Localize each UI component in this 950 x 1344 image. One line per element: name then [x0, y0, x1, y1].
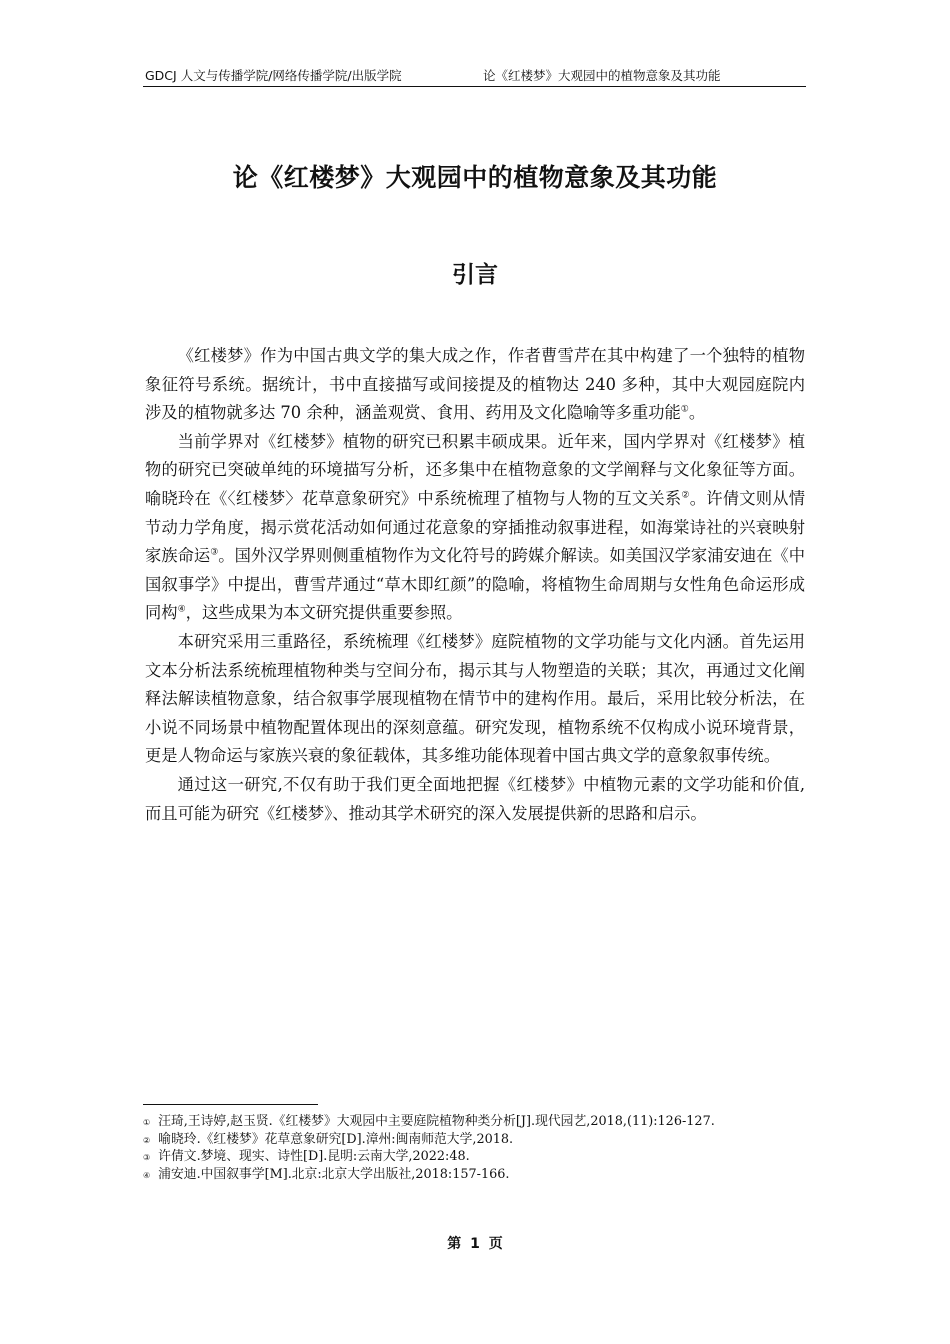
section-heading-introduction: 引言 [452, 262, 498, 288]
footnote-1 [143, 1113, 808, 1131]
paragraph-1: 《红楼梦》作为中国古典文学的集大成之作，作者曹雪芹在其中构建了一个独特的植物象征符号系统。据统计，书中直接描写或间接提及的植物达 240 多种，其中大观园庭院内涉及的植物就多达 70 余种，涵盖观赏、食用、药用及文化隐喻等多重功能①。 [145, 346, 805, 423]
footnote-text: 许倩文.梦境、现实、诗性[D].昆明:云南大学,2022:48. [158, 1149, 470, 1165]
footnote-ref-4[interactable]: ④ [177, 604, 186, 615]
paragraph-2: 当前学界对《红楼梦》植物的研究已积累丰硕成果。近年来，国内学界对《红楼梦》植物的研究已突破单纯的环境描写分析，还多集中在植物意象的文学阐释与文化象征等方面。喻晓玲在《〈红楼梦〉花草意象研究》中系统梳理了植物与人物的互文关系②。许倩文则从情节动力学角度，揭示赏花活动如何通过花意象的穿插推动叙事进程，如海棠诗社的兴衰映射家族命运③。国外汉学界则侧重植物作为文化符号的跨媒介解读。如美国汉学家浦安迪在《中国叙事学》中提出，曹雪芹通过“草木即红颜”的隐喻，将植物生命周期与女性角色命运形成同构④，这些成果为本文研究提供重要参照。 [145, 431, 805, 623]
page-number: 第 1 页 [447, 1236, 503, 1252]
footnote-2 [143, 1131, 808, 1149]
footnote-4 [143, 1166, 808, 1184]
footnote-text: 汪琦,王诗婷,赵玉贤.《红楼梦》大观园中主要庭院植物种类分析[J].现代园艺,2018,(11):126-127. [158, 1114, 715, 1129]
body-text [145, 342, 805, 828]
page-title: 论《红楼梦》大观园中的植物意象及其功能 [232, 163, 718, 192]
footnote-mark: ③ [143, 1153, 151, 1163]
footnote-text: 浦安迪.中国叙事学[M].北京:北京大学出版社,2018:157-166. [158, 1166, 510, 1182]
header-institution: GDCJ 人文与传播学院/网络传播学院/出版学院 [145, 68, 402, 83]
footnote-3 [143, 1148, 808, 1166]
footnote-ref-1[interactable]: ① [680, 404, 689, 415]
footnote-separator [143, 1104, 318, 1105]
footnote-ref-2[interactable]: ② [681, 490, 690, 501]
paragraph-4: 通过这一研究,不仅有助于我们更全面地把握《红楼梦》中植物元素的文学功能和价值,而且可能为研究《红楼梦》、推动其学术研究的深入发展提供新的思路和启示。 [145, 774, 805, 823]
footnotes [143, 1113, 808, 1183]
paragraph-3: 本研究采用三重路径，系统梳理《红楼梦》庭院植物的文学功能与文化内涵。首先运用文本分析法系统梳理植物种类与空间分布，揭示其与人物塑造的关联；其次，再通过文化阐释法解读植物意象，结合叙事学展现植物在情节中的建构作用。最后，采用比较分析法，在小说不同场景中植物配置体现出的深刻意蕴。研究发现，植物系统不仅构成小说环境背景，更是人物命运与家族兴衰的象征载体，其多维功能体现着中国古典文学的意象叙事传统。 [145, 631, 805, 766]
footnote-mark: ④ [143, 1170, 151, 1180]
footnote-ref-3[interactable]: ③ [210, 547, 219, 558]
footnote-mark: ① [143, 1118, 151, 1127]
footnote-text: 喻晓玲.《红楼梦》花草意象研究[D].漳州:闽南师范大学,2018. [158, 1131, 514, 1147]
footnote-mark: ② [143, 1135, 151, 1145]
running-header [143, 67, 806, 87]
header-paper-title: 论《红楼梦》大观园中的植物意象及其功能 [483, 68, 721, 83]
